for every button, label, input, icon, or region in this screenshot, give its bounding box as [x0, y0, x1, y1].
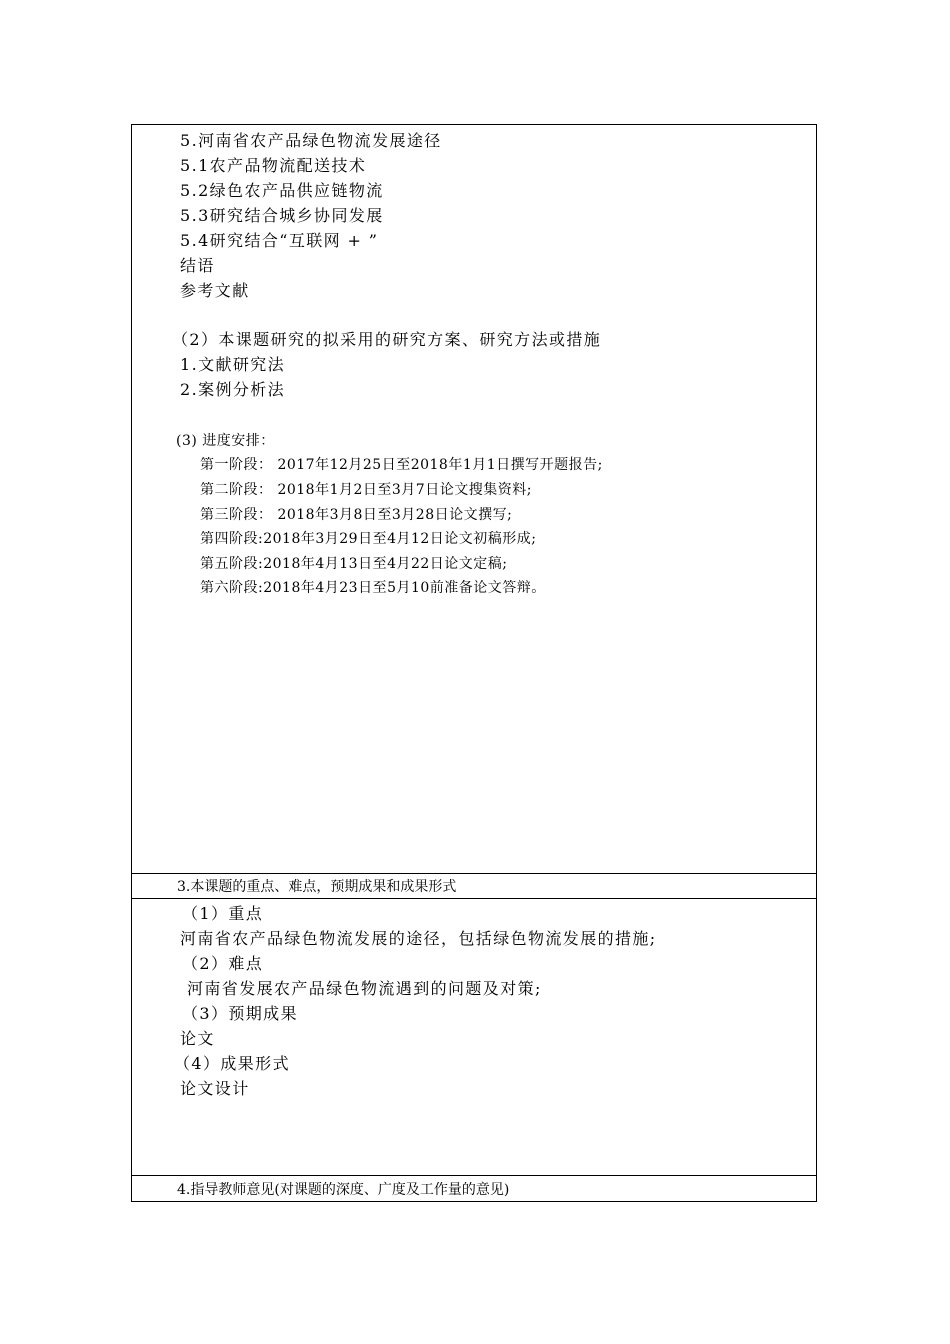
key-points-item: 河南省农产品绿色物流发展的途径，包括绿色物流发展的措施;	[180, 929, 657, 948]
research-plan-cell	[132, 125, 816, 873]
schedule-item: 第三阶段： 2018年3月8日至3月28日论文撰写;	[200, 507, 513, 523]
outline-item: 5.1农产品物流配送技术	[180, 156, 367, 175]
methods-heading: （2）本课题研究的拟采用的研究方案、研究方法或措施	[172, 330, 602, 349]
method-item: 1.文献研究法	[180, 355, 286, 374]
schedule-heading: (3) 进度安排：	[176, 433, 275, 449]
schedule-item: 第六阶段:2018年4月23日至5月10前准备论文答辩。	[200, 580, 546, 596]
schedule-item: 第四阶段:2018年3月29日至4月12日论文初稿形成;	[200, 531, 537, 547]
section3-header-row	[132, 873, 816, 899]
schedule-item: 第一阶段： 2017年12月25日至2018年1月1日撰写开题报告;	[200, 457, 603, 473]
key-points-item: 论文设计	[180, 1079, 250, 1098]
key-points-cell	[132, 899, 816, 1175]
key-points-item: （1）重点	[182, 904, 264, 923]
schedule-item: 第二阶段： 2018年1月2日至3月7日论文搜集资料;	[200, 482, 532, 498]
section4-header-row	[132, 1175, 816, 1203]
outline-item: 5.3研究结合城乡协同发展	[180, 206, 384, 225]
schedule-item: 第五阶段:2018年4月13日至4月22日论文定稿;	[200, 556, 508, 572]
outline-item: 5.河南省农产品绿色物流发展途径	[180, 131, 442, 150]
key-points-item: （2）难点	[182, 954, 264, 973]
proposal-form-table	[131, 124, 817, 1202]
section3-header: 3.本课题的重点、难点，预期成果和成果形式	[177, 879, 457, 895]
method-item: 2.案例分析法	[180, 380, 286, 399]
key-points-item: 河南省发展农产品绿色物流遇到的问题及对策;	[187, 979, 542, 998]
outline-item: 5.2绿色农产品供应链物流	[180, 181, 384, 200]
key-points-item: （4）成果形式	[174, 1054, 290, 1073]
outline-item: 5.4研究结合“互联网 + ”	[180, 231, 379, 250]
section4-header: 4.指导教师意见(对课题的深度、广度及工作量的意见)	[177, 1182, 510, 1198]
outline-item: 参考文献	[180, 281, 250, 300]
key-points-item: （3）预期成果	[182, 1004, 298, 1023]
key-points-item: 论文	[180, 1029, 215, 1048]
outline-item: 结语	[180, 256, 215, 275]
